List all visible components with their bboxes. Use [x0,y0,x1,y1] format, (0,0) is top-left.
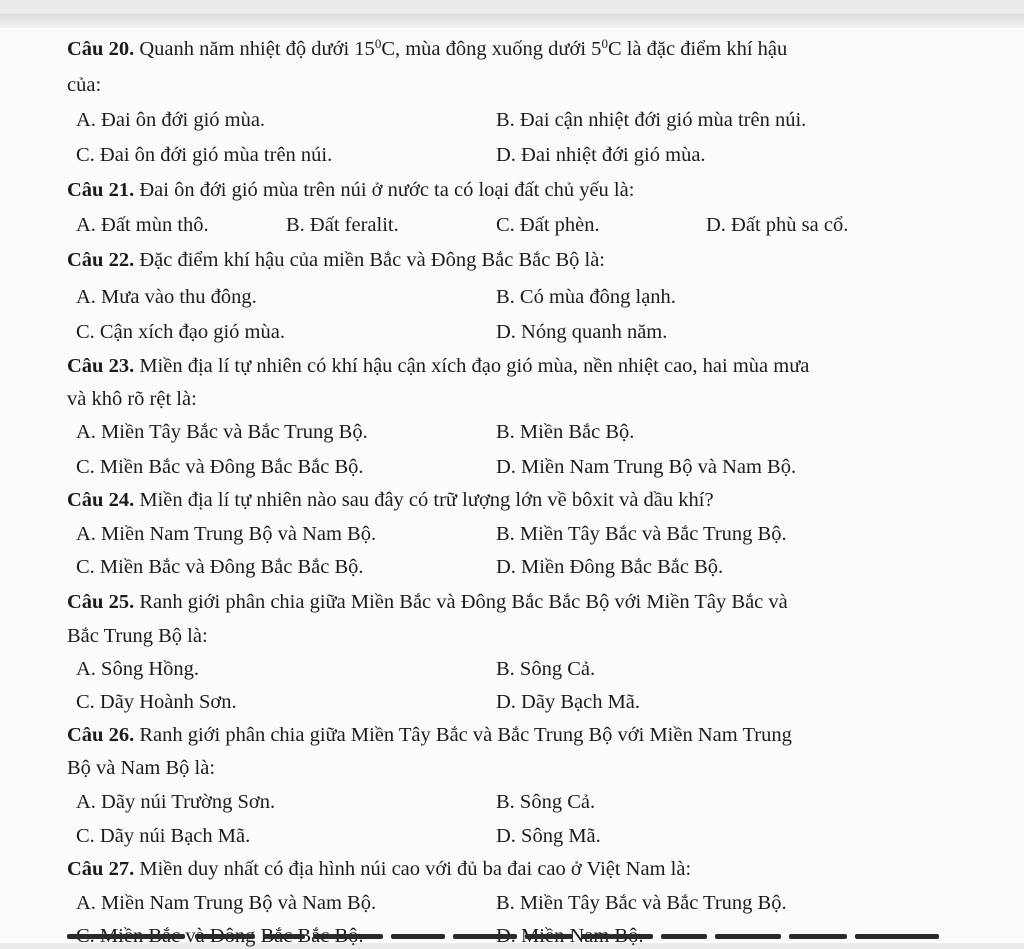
question-21-option-d: D. Đất phù sa cổ. [706,214,849,236]
question-23-option-c: C. Miền Bắc và Đông Bắc Bắc Bộ. [76,456,364,478]
question-22-option-b: B. Có mùa đông lạnh. [496,286,676,308]
question-25-label: Câu 25. [67,591,135,613]
question-22-option-c: C. Cận xích đạo gió mùa. [76,321,285,343]
question-20-stem: Câu 20. Quanh năm nhiệt độ dưới $15^0C$, mùa đông xuống dưới $5^0C$ là đặc điểm khí hậu [67,36,788,60]
question-26-stem: Câu 26. Ranh giới phân chia giữa Miền Tây Bắc và Bắc Trung Bộ với Miền Nam Trung [67,724,792,746]
question-20-option-a: A. Đai ôn đới gió mùa. [76,109,266,131]
question-21-option-a: A. Đất mùn thô. [76,214,209,236]
question-23-option-d: D. Miền Nam Trung Bộ và Nam Bộ. [496,456,797,478]
question-25-option-b: B. Sông Cả. [496,658,596,680]
question-21-stem: Câu 21. Đai ôn đới gió mùa trên núi ở nước ta có loại đất chủ yếu là: [67,179,635,201]
question-20-option-c: C. Đai ôn đới gió mùa trên núi. [76,144,333,166]
question-26-option-d: D. Sông Mã. [496,825,601,847]
question-23-option-a: A. Miền Tây Bắc và Bắc Trung Bộ. [76,421,368,443]
question-26-option-b: B. Sông Cả. [496,791,596,813]
question-26-label: Câu 26. [67,724,135,746]
question-24-option-a: A. Miền Nam Trung Bộ và Nam Bộ. [76,523,377,545]
cutoff-next-line [67,934,947,943]
question-25-stem-cont: Bắc Trung Bộ là: [67,625,208,647]
question-20-stem-cont: của: [67,74,102,96]
question-24-option-c: C. Miền Bắc và Đông Bắc Bắc Bộ. [76,556,364,578]
question-22-label: Câu 22. [67,249,135,271]
question-27-label: Câu 27. [67,858,135,880]
question-21-option-c: C. Đất phèn. [496,214,600,236]
question-20-label: Câu 20. [67,38,135,60]
question-23-stem: Câu 23. Miền địa lí tự nhiên có khí hậu cận xích đạo gió mùa, nền nhiệt cao, hai mùa mưa [67,355,810,377]
question-20-option-d: D. Đai nhiệt đới gió mùa. [496,144,706,166]
question-27-option-a: A. Miền Nam Trung Bộ và Nam Bộ. [76,892,377,914]
question-20-option-b: B. Đai cận nhiệt đới gió mùa trên núi. [496,109,807,131]
question-27-stem: Câu 27. Miền duy nhất có địa hình núi cao với đủ ba đai cao ở Việt Nam là: [67,858,692,880]
question-21-label: Câu 21. [67,179,135,201]
question-24-stem: Câu 24. Miền địa lí tự nhiên nào sau đây có trữ lượng lớn về bôxit và dầu khí? [67,489,714,511]
question-23-option-b: B. Miền Bắc Bộ. [496,421,635,443]
question-22-option-a: A. Mưa vào thu đông. [76,286,257,308]
question-23-stem-cont: và khô rõ rệt là: [67,388,197,410]
document-page [0,14,1024,943]
question-25-option-c: C. Dãy Hoành Sơn. [76,691,237,713]
question-25-option-a: A. Sông Hồng. [76,658,200,680]
question-23-label: Câu 23. [67,355,135,377]
question-26-option-a: A. Dãy núi Trường Sơn. [76,791,276,813]
question-22-option-d: D. Nóng quanh năm. [496,321,668,343]
question-24-option-d: D. Miền Đông Bắc Bắc Bộ. [496,556,724,578]
question-26-stem-cont: Bộ và Nam Bộ là: [67,757,216,779]
question-21-option-b: B. Đất feralit. [286,214,399,236]
page-top-shadow [0,14,1024,28]
question-27-option-b: B. Miền Tây Bắc và Bắc Trung Bộ. [496,892,787,914]
question-25-stem: Câu 25. Ranh giới phân chia giữa Miền Bắc và Đông Bắc Bắc Bộ với Miền Tây Bắc và [67,591,788,613]
question-26-option-c: C. Dãy núi Bạch Mã. [76,825,251,847]
question-25-option-d: D. Dãy Bạch Mã. [496,691,641,713]
question-24-label: Câu 24. [67,489,135,511]
question-24-option-b: B. Miền Tây Bắc và Bắc Trung Bộ. [496,523,787,545]
question-22-stem: Câu 22. Đặc điểm khí hậu của miền Bắc và Đông Bắc Bắc Bộ là: [67,249,605,271]
